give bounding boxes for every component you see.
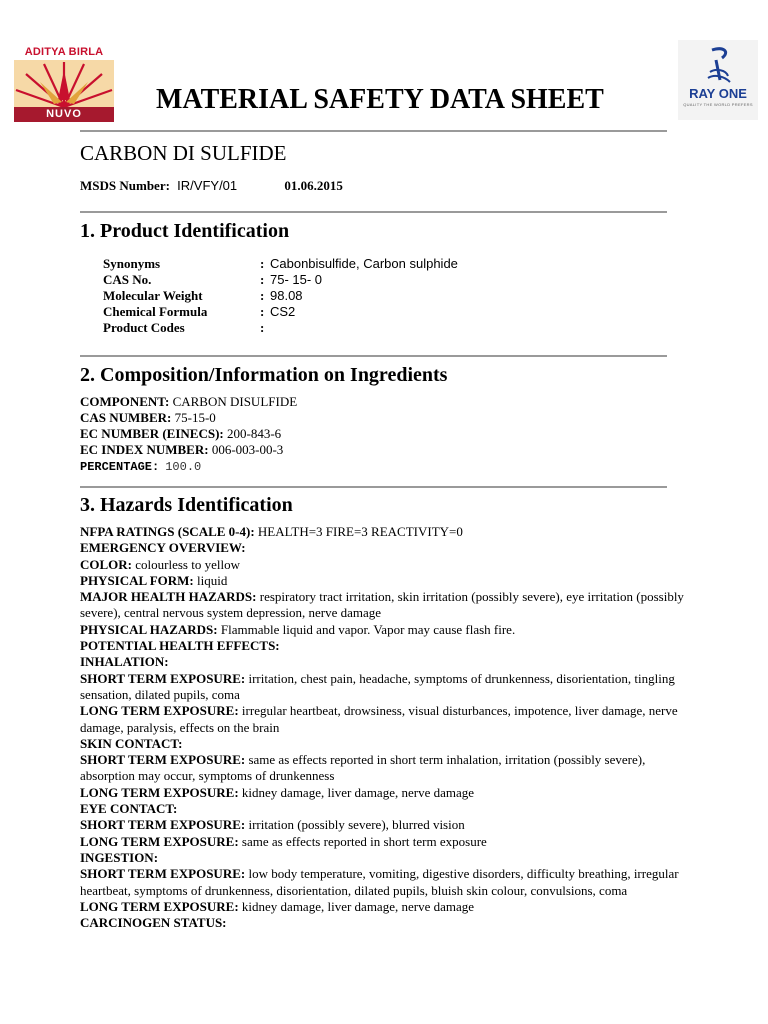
ec-index-value: 006-003-00-3	[211, 442, 284, 457]
hazard-line	[80, 557, 695, 573]
hazard-line	[80, 573, 695, 589]
percentage-value: 100.0	[165, 460, 202, 474]
ec-index-label: EC INDEX NUMBER:	[80, 442, 209, 457]
aditya-birla-nuvo-logo	[14, 46, 114, 122]
hazard-label: EMERGENCY OVERVIEW:	[80, 540, 246, 556]
logo-brand-text: ADITYA BIRLA	[24, 46, 104, 58]
hazard-text: respiratory tract irritation, skin irritation (possibly severe), eye irritation (possibly severe), central nervous system depression, nerve damage	[80, 589, 684, 621]
hazard-label: POTENTIAL HEALTH EFFECTS:	[80, 638, 280, 654]
logo-nuvo-text: NUVO	[14, 107, 114, 122]
hazard-text: same as effects reported in short term inhalation, irritation (possibly severe), absorption may occur, symptoms of drunkenness	[80, 752, 646, 784]
percentage-label: PERCENTAGE:	[80, 460, 160, 474]
ec-label: EC NUMBER (EINECS):	[80, 426, 224, 441]
row-separator: :	[260, 272, 265, 287]
hazard-label: INGESTION:	[80, 849, 159, 865]
row-label: Synonyms	[103, 256, 161, 271]
row-value: Cabonbisulfide, Carbon sulphide	[270, 256, 458, 271]
hazard-text: irritation, chest pain, headache, symptoms of drunkenness, disorientation, tingling sensation, dilated pupils, coma	[80, 670, 675, 702]
hazard-line	[80, 589, 695, 622]
hazard-text: Flammable liquid and vapor. Vapor may cause flash fire.	[220, 621, 516, 637]
hazard-text: kidney damage, liver damage, nerve damage	[241, 784, 475, 800]
cas-line	[80, 410, 297, 426]
page-title: MATERIAL SAFETY DATA SHEET	[156, 84, 604, 115]
hazard-label: SHORT TERM EXPOSURE:	[80, 817, 246, 833]
row-label: CAS No.	[103, 272, 152, 287]
hazard-label: LONG TERM EXPOSURE:	[80, 784, 239, 800]
chemical-name: CARBON DI SULFIDE	[80, 141, 287, 165]
divider	[80, 130, 667, 132]
msds-number-label: MSDS Number:	[80, 178, 170, 193]
hazard-label: LONG TERM EXPOSURE:	[80, 833, 239, 849]
hazard-line	[80, 524, 695, 540]
row-separator: :	[260, 320, 265, 335]
hazard-text: same as effects reported in short term exposure	[241, 833, 487, 849]
row-separator: :	[260, 304, 265, 319]
hazard-text: low body temperature, vomiting, digestive disorders, difficulty breathing, irregular heartbeat, symptoms of drunkenness, disorientation, dilated pupils, bluish skin colour, convulsions, coma	[80, 866, 679, 898]
hazard-label: SHORT TERM EXPOSURE:	[80, 670, 246, 686]
cas-label: CAS NUMBER:	[80, 410, 172, 425]
ray-one-mark-icon	[702, 44, 734, 84]
row-label: Product Codes	[103, 320, 185, 335]
ray-one-tagline: QUALITY THE WORLD PREFERS	[683, 102, 753, 107]
divider	[80, 211, 667, 213]
product-id-row	[103, 272, 623, 288]
hazard-text: irritation (possibly severe), blurred vision	[248, 817, 465, 833]
composition-block	[80, 394, 297, 475]
msds-number-value: IR/VFY/01	[177, 178, 238, 193]
hazard-label: COLOR:	[80, 556, 132, 572]
hazard-text: liquid	[197, 572, 228, 588]
hazard-label: PHYSICAL FORM:	[80, 572, 194, 588]
msds-date: 01.06.2015	[284, 178, 343, 193]
ec-index-line	[80, 442, 297, 458]
hazard-line	[80, 752, 695, 785]
divider	[80, 486, 667, 488]
hazard-label: LONG TERM EXPOSURE:	[80, 703, 239, 719]
section-heading-hazards: 3. Hazards Identification	[80, 494, 293, 516]
row-separator: :	[260, 288, 265, 303]
hazard-line	[80, 817, 695, 833]
hazard-line	[80, 899, 695, 915]
product-id-row	[103, 320, 623, 336]
hazard-line	[80, 850, 695, 866]
percentage-line	[80, 458, 297, 475]
hazard-label: CARCINOGEN STATUS:	[80, 915, 227, 931]
hazards-block	[80, 524, 695, 931]
hazard-line	[80, 915, 695, 931]
hazard-label: INHALATION:	[80, 654, 169, 670]
hazard-label: LONG TERM EXPOSURE:	[80, 898, 239, 914]
hazard-line	[80, 801, 695, 817]
ray-one-name: RAY ONE	[689, 86, 747, 101]
divider	[80, 355, 667, 357]
component-value: CARBON DISULFIDE	[172, 394, 298, 409]
hazard-line	[80, 540, 695, 556]
hazard-line	[80, 736, 695, 752]
hazard-label: PHYSICAL HAZARDS:	[80, 621, 218, 637]
hazard-label: EYE CONTACT:	[80, 801, 178, 817]
product-id-row	[103, 288, 623, 304]
product-id-row	[103, 304, 623, 320]
section-heading-composition: 2. Composition/Information on Ingredients	[80, 364, 448, 386]
hazard-text: colourless to yellow	[135, 556, 240, 572]
row-separator: :	[260, 256, 265, 271]
row-label: Molecular Weight	[103, 288, 203, 303]
msds-number-row	[80, 178, 343, 194]
hazard-label: SHORT TERM EXPOSURE:	[80, 866, 246, 882]
ec-line	[80, 426, 297, 442]
hazard-line	[80, 703, 695, 736]
component-line	[80, 394, 297, 410]
component-label: COMPONENT:	[80, 394, 170, 409]
hazard-line	[80, 866, 695, 899]
hazard-text: irregular heartbeat, drowsiness, visual disturbances, impotence, liver damage, nerve damage, paralysis, effects on the brain	[80, 703, 678, 735]
hazard-label: SKIN CONTACT:	[80, 735, 183, 751]
hazard-label: MAJOR HEALTH HAZARDS:	[80, 589, 257, 605]
hazard-label: NFPA RATINGS (SCALE 0-4):	[80, 524, 255, 539]
hazard-line	[80, 638, 695, 654]
hazard-label: SHORT TERM EXPOSURE:	[80, 752, 246, 768]
row-label: Chemical Formula	[103, 304, 208, 319]
hazard-line	[80, 654, 695, 670]
hazard-line	[80, 785, 695, 801]
hazard-line	[80, 622, 695, 638]
hazard-line	[80, 834, 695, 850]
hazard-text: HEALTH=3 FIRE=3 REACTIVITY=0	[257, 524, 463, 539]
ray-one-logo	[678, 40, 758, 120]
row-value: 98.08	[270, 288, 303, 303]
cas-value: 75-15-0	[174, 410, 216, 425]
sunburst-icon	[14, 60, 114, 107]
row-value: 75- 15- 0	[270, 272, 323, 287]
ec-value: 200-843-6	[226, 426, 282, 441]
hazard-text: kidney damage, liver damage, nerve damage	[241, 898, 475, 914]
row-value: CS2	[270, 304, 296, 319]
section-heading-product-identification: 1. Product Identification	[80, 220, 290, 242]
product-id-row	[103, 256, 623, 272]
hazard-line	[80, 671, 695, 704]
